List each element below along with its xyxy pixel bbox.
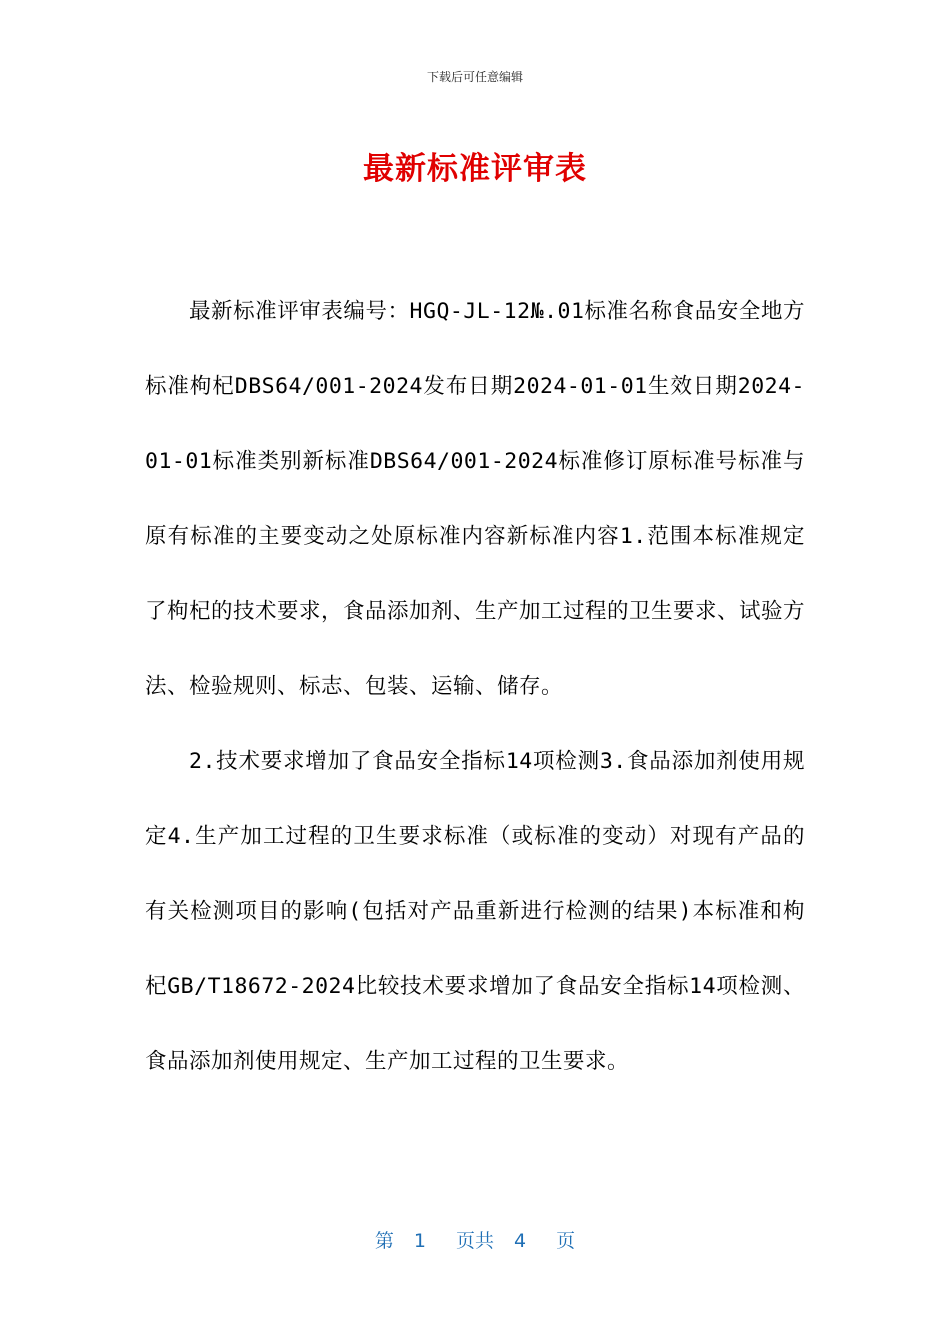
page-middle: 页共 [455, 1230, 494, 1252]
page-current: 1 [413, 1230, 426, 1252]
document-title: 最新标准评审表 [363, 151, 587, 187]
page-total: 4 [514, 1230, 527, 1252]
page-prefix: 第 [374, 1230, 394, 1252]
page-suffix: 页 [556, 1230, 576, 1252]
document-body [145, 274, 805, 1099]
paragraph-1: 最新标准评审表编号：HGQ-JL-12№.01标准名称食品安全地方标准枸杞DBS64/001-2024发布日期2024-01-01生效日期2024-01-01标准类别新标准DBS64/001-2024标准修订原标准号标准与原有标准的主要变动之处原标准内容新标准内容1.范围本标准规定了枸杞的技术要求，食品添加剂、生产加工过程的卫生要求、试验方法、检验规则、标志、包装、运输、储存。 [145, 299, 806, 699]
header-note: 下载后可任意编辑 [426, 70, 523, 84]
page-footer [0, 1226, 950, 1253]
paragraph-2: 2.技术要求增加了食品安全指标14项检测3.食品添加剂使用规定4.生产加工过程的卫生要求标准（或标准的变动）对现有产品的有关检测项目的影响(包括对产品重新进行检测的结果)本标准和枸杞GB/T18672-2024比较技术要求增加了食品安全指标14项检测、食品添加剂使用规定、生产加工过程的卫生要求。 [145, 749, 805, 1074]
